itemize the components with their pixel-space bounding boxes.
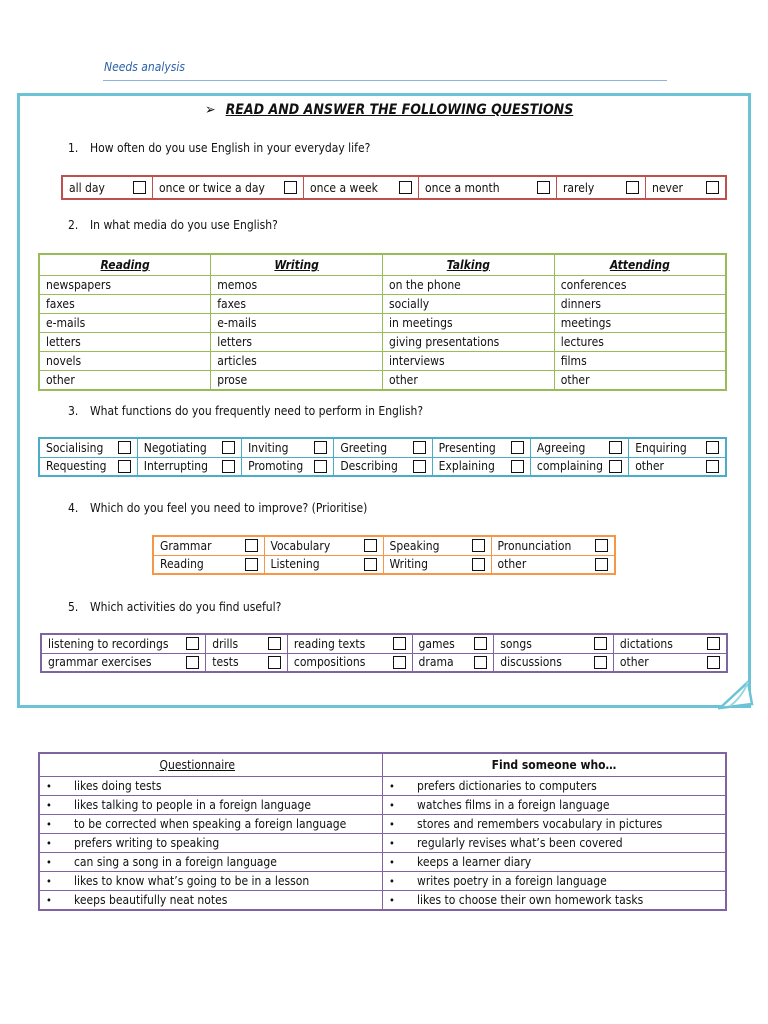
bullet: • xyxy=(46,837,52,850)
option-label: discussions xyxy=(500,655,562,670)
option-socialising xyxy=(39,438,137,457)
option-interrupting xyxy=(137,457,241,476)
option-compositions xyxy=(287,653,412,672)
option-presenting xyxy=(432,438,530,457)
checkbox[interactable] xyxy=(118,441,131,454)
bullet: • xyxy=(389,875,395,888)
item-text: regularly revises what’s been covered xyxy=(417,836,623,850)
option-describing xyxy=(334,457,432,476)
option-discussions xyxy=(494,653,614,672)
checkbox[interactable] xyxy=(594,637,607,650)
list-item xyxy=(39,777,383,796)
item-text: keeps beautifully neat notes xyxy=(74,892,228,907)
table-row xyxy=(41,653,727,672)
question-text: Which activities do you find useful? xyxy=(90,600,282,614)
checkbox[interactable] xyxy=(707,637,720,650)
checkbox[interactable] xyxy=(609,441,622,454)
option-label: Grammar xyxy=(160,538,212,553)
table-row xyxy=(41,634,727,653)
item-text: keeps a learner diary xyxy=(417,855,532,869)
list-item xyxy=(383,853,727,872)
option-label: Socialising xyxy=(46,440,104,455)
bullet: • xyxy=(46,875,52,888)
option-explaining xyxy=(432,457,530,476)
bullet: • xyxy=(389,856,395,869)
checkbox[interactable] xyxy=(413,441,426,454)
option-inviting xyxy=(242,438,334,457)
table-row xyxy=(39,352,726,371)
option-drills xyxy=(206,634,288,653)
option-pronunciation xyxy=(491,536,615,555)
column-header-attending: Attending xyxy=(554,254,726,276)
question-number: 4. xyxy=(68,501,79,515)
option-speaking xyxy=(383,536,491,555)
table-row xyxy=(153,536,615,555)
table-row xyxy=(39,815,726,834)
media-cell: articles xyxy=(211,352,383,371)
option-label: songs xyxy=(500,636,532,651)
bullet: • xyxy=(46,856,52,869)
question-5 xyxy=(68,600,281,614)
option-listening-to-recordings xyxy=(41,634,206,653)
option-label: Enquiring xyxy=(635,440,687,455)
media-cell: novels xyxy=(39,352,211,371)
option-requesting xyxy=(39,457,137,476)
option-label: tests xyxy=(212,655,239,670)
checkbox[interactable] xyxy=(364,539,377,552)
option-rarely xyxy=(557,177,646,198)
checkbox[interactable] xyxy=(133,181,146,194)
media-cell: other xyxy=(39,371,211,390)
checkbox[interactable] xyxy=(314,441,327,454)
option-label: Inviting xyxy=(248,440,289,455)
table-row xyxy=(39,314,726,333)
header-divider xyxy=(103,80,667,81)
option-enquiring xyxy=(629,438,726,457)
bullet: • xyxy=(46,893,52,907)
checkbox[interactable] xyxy=(393,637,406,650)
checkbox[interactable] xyxy=(222,460,235,473)
media-cell: on the phone xyxy=(383,276,555,295)
option-label: all day xyxy=(69,180,105,195)
option-other xyxy=(613,653,727,672)
item-text: likes talking to people in a foreign language xyxy=(74,798,311,812)
media-cell: prose xyxy=(211,371,383,390)
list-item xyxy=(383,891,727,910)
option-other xyxy=(629,457,726,476)
option-drama xyxy=(412,653,494,672)
item-text: can sing a song in a foreign language xyxy=(74,855,277,869)
checkbox[interactable] xyxy=(594,656,607,669)
checkbox[interactable] xyxy=(537,181,550,194)
table-row xyxy=(39,796,726,815)
option-label: other xyxy=(635,459,664,474)
option-never xyxy=(646,177,725,198)
table-row xyxy=(39,457,726,476)
question-text: In what media do you use English? xyxy=(90,218,278,232)
checkbox[interactable] xyxy=(706,460,719,473)
bullet: • xyxy=(46,780,52,793)
table-row xyxy=(39,371,726,390)
option-label: other xyxy=(497,557,527,572)
question-number: 3. xyxy=(68,404,79,418)
media-cell: in meetings xyxy=(383,314,555,333)
checkbox[interactable] xyxy=(186,656,199,669)
option-greeting xyxy=(334,438,432,457)
media-cell: giving presentations xyxy=(383,333,555,352)
media-cell: lectures xyxy=(554,333,726,352)
option-label: Explaining xyxy=(438,459,495,474)
checkbox[interactable] xyxy=(399,181,412,194)
option-writing xyxy=(383,555,491,574)
bullet: • xyxy=(46,799,52,812)
checkbox[interactable] xyxy=(511,441,524,454)
list-item xyxy=(383,777,727,796)
option-label: games xyxy=(418,636,455,651)
functions-table xyxy=(38,437,727,477)
table-row xyxy=(39,333,726,352)
option-label: Reading xyxy=(160,557,204,572)
media-cell: letters xyxy=(39,333,211,352)
media-cell: dinners xyxy=(554,295,726,314)
option-grammar-exercises xyxy=(41,653,206,672)
option-label: once a week xyxy=(310,180,378,195)
option-label: Presenting xyxy=(438,440,496,455)
table-row xyxy=(39,834,726,853)
item-text: likes to choose their own homework tasks xyxy=(417,892,644,907)
option-label: compositions xyxy=(293,655,366,670)
bullet: • xyxy=(389,837,395,850)
checkbox[interactable] xyxy=(393,656,406,669)
question-2 xyxy=(68,218,278,232)
option-label: once or twice a day xyxy=(159,180,265,195)
media-cell: other xyxy=(560,372,590,387)
item-text: writes poetry in a foreign language xyxy=(417,874,607,888)
activities-table xyxy=(40,633,728,673)
option-promoting xyxy=(242,457,334,476)
column-header-reading: Reading xyxy=(39,254,211,276)
media-cell: e-mails xyxy=(211,314,383,333)
checkbox[interactable] xyxy=(284,181,297,194)
option-vocabulary xyxy=(264,536,383,555)
option-listening xyxy=(264,555,383,574)
option-once-or-twice-a-day xyxy=(153,177,304,198)
bullet: • xyxy=(46,818,52,831)
option-label: Listening xyxy=(270,557,320,572)
media-cell: films xyxy=(554,352,726,371)
checkbox[interactable] xyxy=(186,637,199,650)
frequency-options xyxy=(61,175,727,200)
option-label: never xyxy=(652,180,683,195)
checkbox[interactable] xyxy=(706,441,719,454)
item-text: likes doing tests xyxy=(74,779,162,793)
checkbox[interactable] xyxy=(245,558,258,571)
list-item xyxy=(39,872,383,891)
media-cell: faxes xyxy=(39,295,211,314)
option-reading-texts xyxy=(287,634,412,653)
option-grammar xyxy=(153,536,264,555)
checkbox[interactable] xyxy=(118,460,131,473)
checkbox[interactable] xyxy=(609,460,622,473)
question-4 xyxy=(68,501,367,515)
table-row xyxy=(39,777,726,796)
item-text: to be corrected when speaking a foreign language xyxy=(74,817,347,831)
option-label: Describing xyxy=(340,459,398,474)
list-item xyxy=(383,872,727,891)
option-label: listening to recordings xyxy=(48,636,169,651)
option-label: Writing xyxy=(389,557,429,572)
option-label: complaining xyxy=(536,459,603,474)
question-text: How often do you use English in your everyday life? xyxy=(90,141,371,155)
option-label: Agreeing xyxy=(536,440,586,455)
option-reading xyxy=(153,555,264,574)
document-title: Needs analysis xyxy=(104,60,185,74)
bullet: • xyxy=(389,780,395,793)
item-text: likes to know what’s going to be in a lesson xyxy=(74,874,310,888)
media-cell: socially xyxy=(383,295,555,314)
option-label: Interrupting xyxy=(143,459,208,474)
checkbox[interactable] xyxy=(474,637,487,650)
option-label: Greeting xyxy=(340,440,388,455)
option-label: dictations xyxy=(619,636,673,651)
page-curl-icon xyxy=(718,680,754,712)
media-cell: conferences xyxy=(554,276,726,295)
table-row xyxy=(39,438,726,457)
option-other xyxy=(491,555,615,574)
list-item xyxy=(39,891,383,910)
checkbox[interactable] xyxy=(364,558,377,571)
option-label: Pronunciation xyxy=(497,538,572,553)
arrow-bullet-icon: ➢ xyxy=(205,102,216,118)
table-row xyxy=(39,872,726,891)
item-text: prefers dictionaries to computers xyxy=(417,779,597,793)
find-someone-header: Find someone who… xyxy=(383,753,727,777)
skills-table xyxy=(152,535,616,575)
list-item xyxy=(39,796,383,815)
question-number: 5. xyxy=(68,600,79,614)
list-item xyxy=(383,815,727,834)
media-cell: e-mails xyxy=(39,314,211,333)
option-once-a-month xyxy=(419,177,557,198)
table-row xyxy=(39,853,726,872)
table-row xyxy=(39,276,726,295)
checkbox[interactable] xyxy=(245,539,258,552)
list-item xyxy=(383,796,727,815)
item-text: stores and remembers vocabulary in pictures xyxy=(417,817,663,831)
option-label: reading texts xyxy=(293,636,366,651)
option-songs xyxy=(494,634,614,653)
option-label: other xyxy=(619,655,649,670)
checkbox[interactable] xyxy=(222,441,235,454)
checkbox[interactable] xyxy=(413,460,426,473)
option-label: Negotiating xyxy=(143,440,207,455)
table-row xyxy=(39,295,726,314)
checkbox[interactable] xyxy=(707,656,720,669)
option-label: once a month xyxy=(425,180,500,195)
question-text: Which do you feel you need to improve? (Prioritise) xyxy=(90,501,368,515)
item-text: prefers writing to speaking xyxy=(74,836,220,850)
media-cell: meetings xyxy=(554,314,726,333)
bullet: • xyxy=(389,893,395,907)
media-cell: letters xyxy=(211,333,383,352)
media-table xyxy=(38,253,727,391)
list-item xyxy=(383,834,727,853)
option-label: Requesting xyxy=(46,459,107,474)
option-games xyxy=(412,634,494,653)
checkbox[interactable] xyxy=(268,656,281,669)
checkbox[interactable] xyxy=(511,460,524,473)
table-row xyxy=(153,555,615,574)
option-all-day xyxy=(63,177,153,198)
option-dictations xyxy=(613,634,727,653)
table-row xyxy=(39,891,726,910)
question-number: 1. xyxy=(68,141,79,155)
option-agreeing xyxy=(530,438,628,457)
list-item xyxy=(39,834,383,853)
media-cell: faxes xyxy=(211,295,383,314)
item-text: watches films in a foreign language xyxy=(417,798,610,812)
option-once-a-week xyxy=(304,177,419,198)
bullet: • xyxy=(389,818,395,831)
heading-text: READ AND ANSWER THE FOLLOWING QUESTIONS xyxy=(225,102,574,118)
option-tests xyxy=(206,653,288,672)
option-complaining xyxy=(530,457,628,476)
option-label: Promoting xyxy=(248,459,304,474)
option-label: grammar exercises xyxy=(48,655,152,670)
checkbox[interactable] xyxy=(268,637,281,650)
bullet: • xyxy=(389,799,395,812)
option-label: rarely xyxy=(563,180,595,195)
question-number: 2. xyxy=(68,218,79,232)
checkbox[interactable] xyxy=(626,181,639,194)
option-label: Speaking xyxy=(389,538,440,553)
column-header-writing: Writing xyxy=(211,254,383,276)
questionnaire-header: Questionnaire xyxy=(39,753,383,777)
question-1 xyxy=(68,141,370,155)
checkbox[interactable] xyxy=(595,558,608,571)
checkbox[interactable] xyxy=(595,539,608,552)
media-cell: other xyxy=(383,371,555,390)
checkbox[interactable] xyxy=(472,558,485,571)
worksheet-heading xyxy=(205,102,573,118)
checkbox[interactable] xyxy=(474,656,487,669)
checkbox[interactable] xyxy=(706,181,719,194)
media-cell: memos xyxy=(211,276,383,295)
media-cell: interviews xyxy=(383,352,555,371)
question-3 xyxy=(68,404,423,418)
list-item xyxy=(39,815,383,834)
option-label: drills xyxy=(212,636,239,651)
option-negotiating xyxy=(137,438,241,457)
option-label: Vocabulary xyxy=(270,538,331,553)
question-text: What functions do you frequently need to perform in English? xyxy=(90,404,424,418)
questionnaire-table xyxy=(38,752,727,911)
media-cell: newspapers xyxy=(39,276,211,295)
list-item xyxy=(39,853,383,872)
option-label: drama xyxy=(418,655,454,670)
column-header-talking: Talking xyxy=(383,254,555,276)
checkbox[interactable] xyxy=(314,460,327,473)
checkbox[interactable] xyxy=(472,539,485,552)
